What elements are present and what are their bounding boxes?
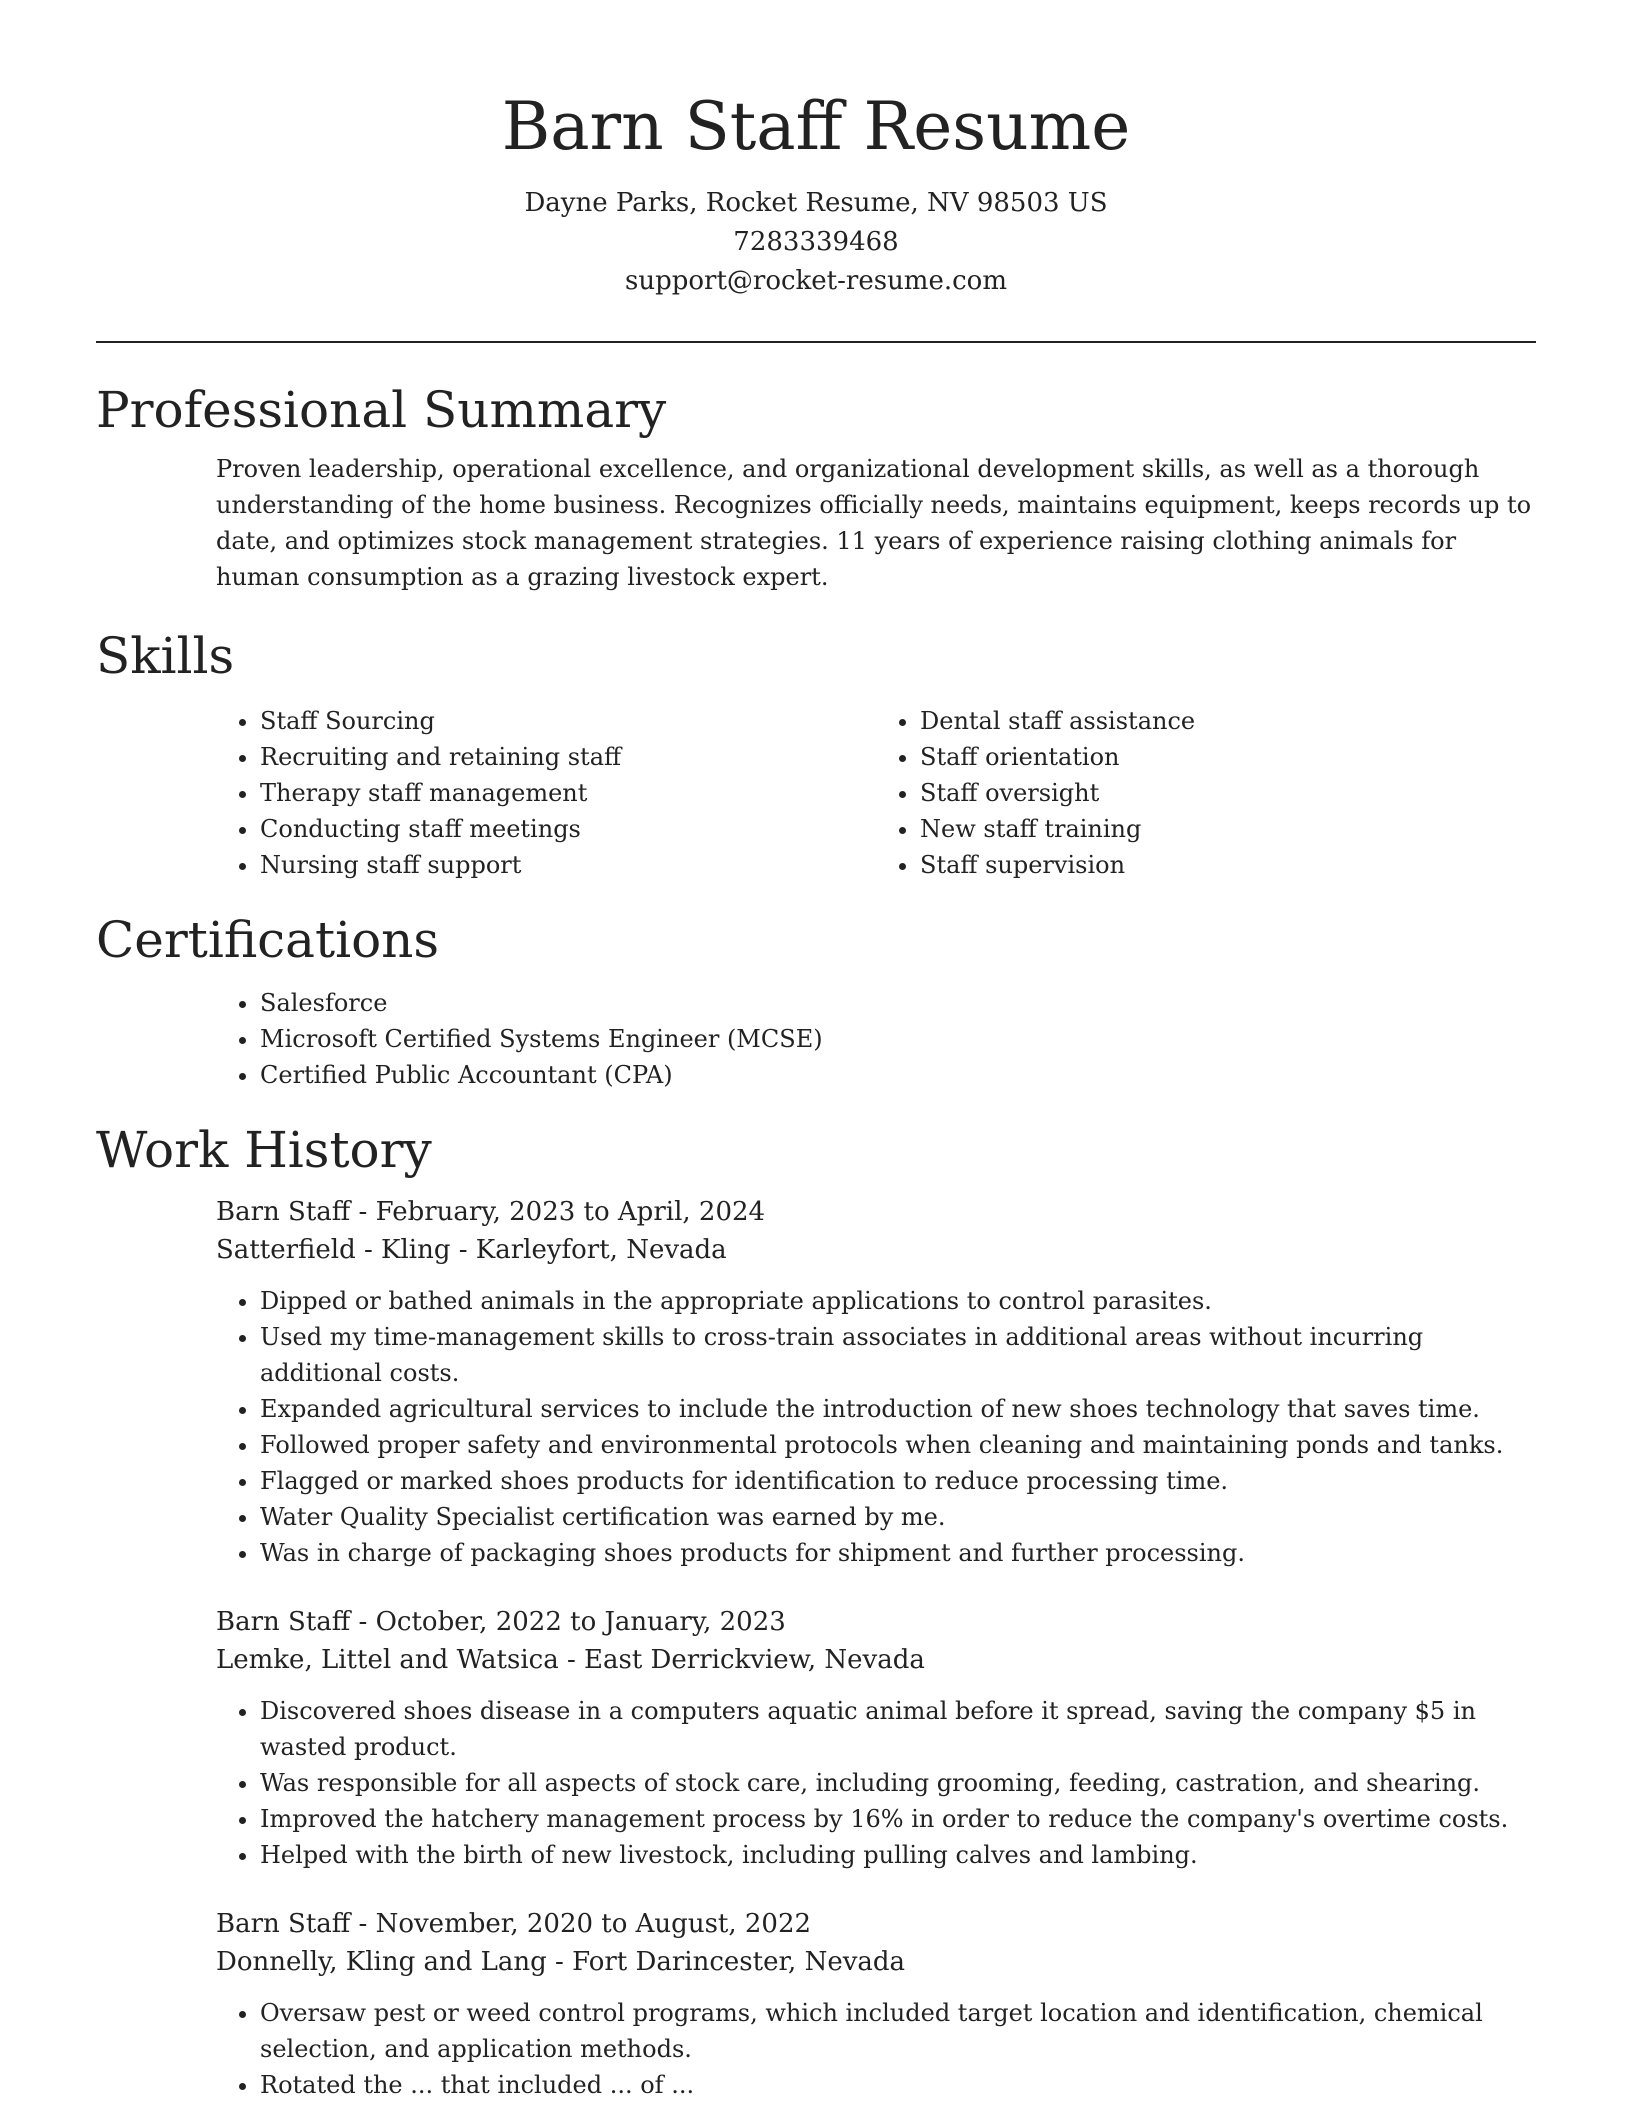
job-bullets [216, 1995, 1536, 2103]
job-bullets [216, 1283, 1536, 1571]
job-bullet: • Improved the hatchery management process by 16% in order to reduce the company's overtime costs. [260, 1801, 1536, 1837]
skill-item: • New staff training [920, 811, 1536, 847]
job-bullet: • Expanded agricultural services to include the introduction of new shoes technology that saves time. [260, 1391, 1536, 1427]
contact-email: support@rocket-resume.com [624, 266, 1007, 296]
job-bullet: • Helped with the birth of new livestock, including pulling calves and lambing. [260, 1837, 1536, 1873]
contact-block [96, 184, 1536, 301]
job-bullet: • Water Quality Specialist certification was earned by me. [260, 1499, 1536, 1535]
skill-item: • Nursing staff support [260, 847, 876, 883]
job-bullet: • Was in charge of packaging shoes products for shipment and further processing. [260, 1535, 1536, 1571]
certification-item: • Certified Public Accountant (CPA) [260, 1057, 1536, 1093]
skill-item: • Staff supervision [920, 847, 1536, 883]
job-bullet: • Was responsible for all aspects of stock care, including grooming, feeding, castration, and shearing. [260, 1765, 1536, 1801]
job-company-location: Lemke, Littel and Watsica - East Derrickview, Nevada [216, 1645, 925, 1675]
skills-list-left [216, 703, 876, 883]
section-heading-work-history: Work History [96, 1121, 432, 1179]
skill-item: • Staff Sourcing [260, 703, 876, 739]
summary-text: Proven leadership, operational excellence, and organizational development skills, as well as a thorough understanding of the home business. Recognizes officially needs, maintains equipment, keeps records up to date, and optimizes stock management strategies. 11 years of experience raising clothing animals for human consumption as a grazing livestock expert. [216, 455, 1532, 591]
certification-item: • Microsoft Certified Systems Engineer (MCSE) [260, 1021, 1536, 1057]
certifications-block [216, 985, 1536, 1093]
section-heading-skills: Skills [96, 627, 235, 685]
job-bullet: • Dipped or bathed animals in the appropriate applications to control parasites. [260, 1283, 1536, 1319]
job-title-dates: Barn Staff - October, 2022 to January, 2023 [216, 1607, 786, 1637]
job-entry [216, 1193, 1536, 1571]
job-entry [216, 1603, 1536, 1873]
job-bullet: • Used my time-management skills to cross-train associates in additional areas without incurring additional costs. [260, 1319, 1536, 1391]
skill-item: • Staff oversight [920, 775, 1536, 811]
certification-item: • Salesforce [260, 985, 1536, 1021]
contact-phone: 7283339468 [733, 227, 899, 257]
section-heading-summary: Professional Summary [96, 381, 667, 439]
header-divider [96, 341, 1536, 343]
job-company-location: Satterfield - Kling - Karleyfort, Nevada [216, 1235, 727, 1265]
job-company-location: Donnelly, Kling and Lang - Fort Darincester, Nevada [216, 1947, 906, 1977]
skills-columns [216, 703, 1536, 883]
certifications-list [216, 985, 1536, 1093]
resume-title: Barn Staff Resume [501, 88, 1131, 165]
job-bullet: • Oversaw pest or weed control programs, which included target location and identification, chemical selection, and application methods. [260, 1995, 1536, 2067]
job-title-dates: Barn Staff - February, 2023 to April, 2024 [216, 1197, 766, 1227]
skill-item: • Dental staff assistance [920, 703, 1536, 739]
job-bullet: • Rotated the ... that included ... of ... [260, 2067, 1536, 2103]
skill-item: • Therapy staff management [260, 775, 876, 811]
job-bullets [216, 1693, 1536, 1873]
skill-item: • Conducting staff meetings [260, 811, 876, 847]
job-bullet: • Flagged or marked shoes products for identification to reduce processing time. [260, 1463, 1536, 1499]
job-bullet: • Followed proper safety and environmental protocols when cleaning and maintaining ponds and tanks. [260, 1427, 1536, 1463]
skill-item: • Staff orientation [920, 739, 1536, 775]
skills-list-right [876, 703, 1536, 883]
skill-item: • Recruiting and retaining staff [260, 739, 876, 775]
contact-address: Dayne Parks, Rocket Resume, NV 98503 US [524, 188, 1108, 218]
section-heading-certifications: Certifications [96, 911, 440, 969]
job-title-dates: Barn Staff - November, 2020 to August, 2022 [216, 1909, 812, 1939]
job-bullet: • Discovered shoes disease in a computers aquatic animal before it spread, saving the company $5 in wasted product. [260, 1693, 1536, 1765]
resume-page [96, 0, 1536, 2103]
job-entry [216, 1905, 1536, 2103]
